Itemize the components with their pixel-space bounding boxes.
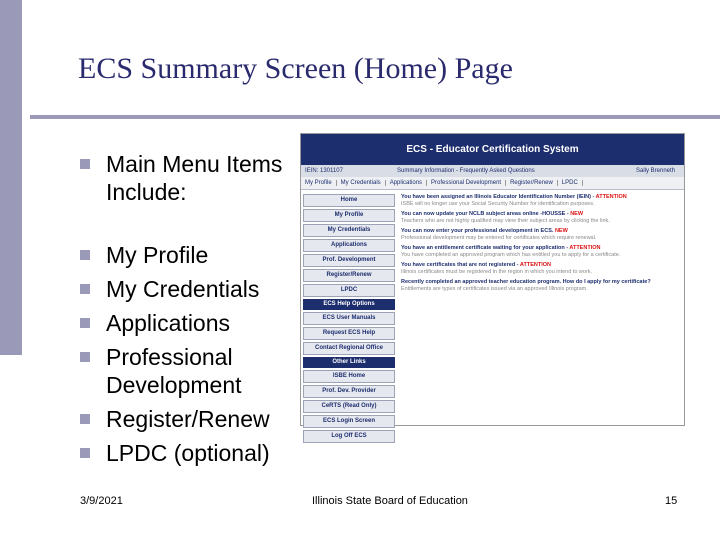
side-heading-links: Other Links: [303, 357, 395, 368]
bullet-main-menu: Main Menu Items Include:: [80, 150, 295, 206]
footer-page-number: 15: [665, 495, 678, 507]
bullet-professional-development: Professional Development: [80, 343, 295, 399]
ecs-header: ECS - Educator Certification System: [301, 134, 684, 165]
side-item-applications[interactable]: Applications: [303, 239, 395, 252]
new-flag: NEW: [554, 228, 568, 234]
bullet-square-icon: [80, 284, 90, 294]
message-item: Recently completed an approved teacher education program. How do I apply for my certificate? Entitlements are types of certificates issued via an approved Illinois program.: [401, 279, 651, 292]
side-item-home[interactable]: Home: [303, 194, 395, 207]
attention-flag: ATTENTION: [595, 194, 627, 200]
ecs-body: [301, 190, 684, 439]
nav-applications[interactable]: Applications: [386, 180, 427, 186]
ecs-sidebar: [303, 194, 395, 445]
iein-label: IEIN: 1301107: [305, 168, 343, 174]
bullet-square-icon: [80, 250, 90, 260]
side-item-user-manuals[interactable]: ECS User Manuals: [303, 312, 395, 325]
side-item-login-screen[interactable]: ECS Login Screen: [303, 415, 395, 428]
ecs-messages: [401, 194, 679, 296]
bullet-lpdc: LPDC (optional): [80, 439, 295, 467]
nav-lpdc[interactable]: LPDC: [558, 180, 583, 186]
new-flag: NEW: [570, 211, 584, 217]
message-item: You can now update your NCLB subject areas online -HOUSSE - NEW Teachers who are not highly qualified may view their subject areas by clicking the link.: [401, 211, 610, 224]
nav-my-credentials[interactable]: My Credentials: [337, 180, 386, 186]
footer-date: 3/9/2021: [80, 495, 123, 507]
bullet-square-icon: [80, 159, 90, 169]
bullet-my-profile: My Profile: [80, 241, 295, 269]
bullet-square-icon: [80, 352, 90, 362]
bullet-list: [80, 150, 295, 467]
bullet-square-icon: [80, 414, 90, 424]
bullet-my-credentials: My Credentials: [80, 275, 295, 303]
footer-organization: Illinois State Board of Education: [312, 495, 468, 507]
message-item: You have an entitlement certificate waiting for your application - ATTENTION You have completed an approved program which has entitled you to apply for a certificate.: [401, 245, 621, 258]
nav-my-profile[interactable]: My Profile: [301, 180, 337, 186]
side-item-my-profile[interactable]: My Profile: [303, 209, 395, 222]
side-heading-help: ECS Help Options: [303, 299, 395, 310]
side-item-register-renew[interactable]: Register/Renew: [303, 269, 395, 282]
message-item: You have certificates that are not registered - ATTENTION Illinois certificates must be registered in the region in which you intend to work.: [401, 262, 593, 275]
bullet-register-renew: Register/Renew: [80, 405, 295, 433]
side-item-prof-development[interactable]: Prof. Development: [303, 254, 395, 267]
nav-professional-development[interactable]: Professional Development: [427, 180, 506, 186]
slide-title: ECS Summary Screen (Home) Page: [78, 52, 513, 85]
side-item-log-off[interactable]: Log Off ECS: [303, 430, 395, 443]
side-item-certs[interactable]: CeRTS (Read Only): [303, 400, 395, 413]
side-item-isbe-home[interactable]: ISBE Home: [303, 370, 395, 383]
bullet-square-icon: [80, 318, 90, 328]
message-item: You have been assigned an Illinois Educator Identification Number (IEIN) - ATTENTION ISBE will no longer use your Social Security Number for identification purposes.: [401, 194, 627, 207]
ecs-info-row: [301, 165, 684, 177]
bullet-square-icon: [80, 448, 90, 458]
side-item-pd-provider[interactable]: Prof. Dev. Provider: [303, 385, 395, 398]
side-item-my-credentials[interactable]: My Credentials: [303, 224, 395, 237]
side-item-request-help[interactable]: Request ECS Help: [303, 327, 395, 340]
user-name: Sally Brenneth: [636, 168, 676, 174]
nav-register-renew[interactable]: Register/Renew: [506, 180, 558, 186]
bullet-applications: Applications: [80, 309, 295, 337]
summary-link[interactable]: Summary Information - Frequently Asked Questions: [397, 168, 535, 174]
title-divider: [30, 115, 720, 119]
ecs-screenshot: [300, 133, 685, 439]
left-accent-bar: [0, 0, 22, 355]
attention-flag: ATTENTION: [569, 245, 601, 251]
ecs-top-nav: [301, 177, 684, 190]
side-item-contact-office[interactable]: Contact Regional Office: [303, 342, 395, 355]
attention-flag: ATTENTION: [519, 262, 551, 268]
side-item-lpdc[interactable]: LPDC: [303, 284, 395, 297]
message-item: You can now enter your professional development in ECS. NEW Professional development may be entered for certificates which require renewal.: [401, 228, 597, 241]
